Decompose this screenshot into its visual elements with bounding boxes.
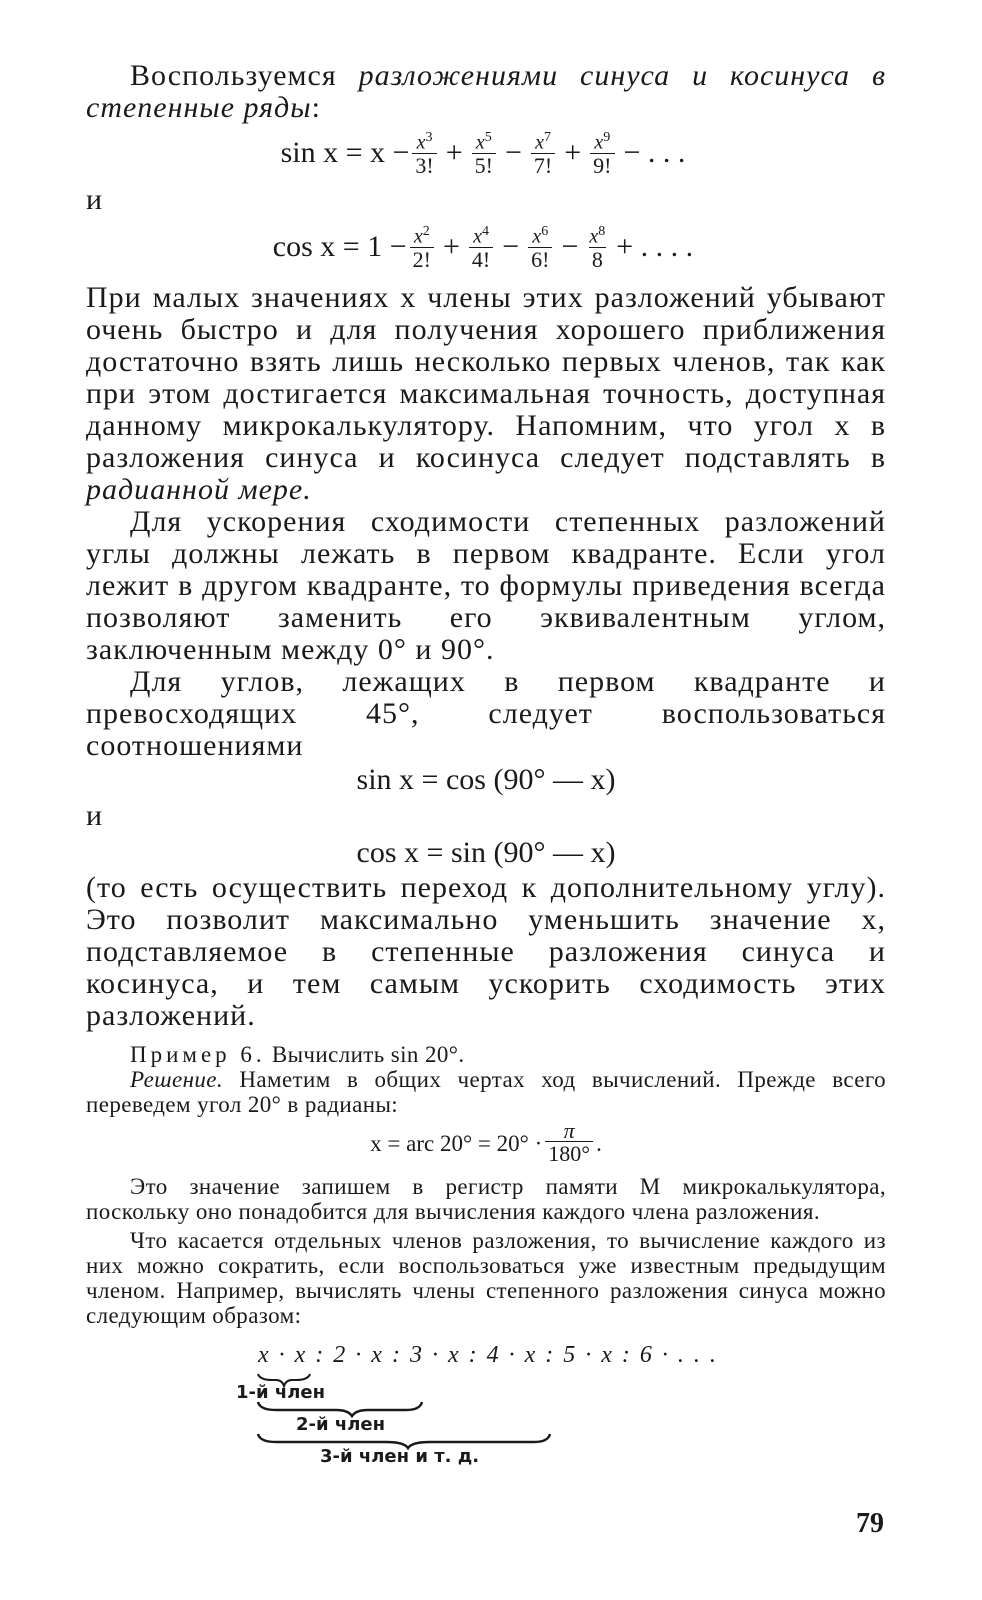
cos-term-2: $\frac{x^4}{4!}$ [469, 222, 493, 272]
paragraph-complementary-angle: (то есть осуществить переход к дополнительному углу). Это позволит максимально уменьшить значение x, подставляемое в степенные разложения синуса и косинуса, и тем самым ускорить сходимость этих разложений. [86, 871, 886, 1032]
sin-op-1: + [445, 136, 463, 169]
pi-over-180: $\frac{\pi}{180^\circ}$ [545, 1121, 593, 1166]
sin-term-1: $\frac{x^3}{3!}$ [412, 128, 436, 178]
cos-op-4: + . . . . [616, 230, 694, 263]
cos-op-1: + [442, 230, 460, 263]
paragraph-small-values [86, 282, 886, 506]
scheme-label-1: 1-й член [236, 1382, 326, 1403]
sin-op-3: + [564, 136, 582, 169]
sin-op-4: − . . . [623, 136, 686, 169]
radian-formula [86, 1118, 886, 1166]
example-text: Вычислить sin 20°. [265, 1042, 465, 1067]
scheme-label-3: 3-й член и т. д. [320, 1446, 480, 1467]
paragraph-first-quadrant: Для углов, лежащих в первом квадранте и превосходящих 45°, следует воспользоваться соотношениями [86, 665, 886, 762]
identity-cos-sin: cos x = sin (90° — x) [356, 836, 616, 869]
radian-formula-tail: . [596, 1130, 602, 1156]
cos-term-4: $\frac{x^8}{8}$ [589, 224, 606, 272]
term-scheme [86, 1342, 886, 1482]
cos-op-3: − [561, 230, 579, 263]
cos-series-lhs: cos x = 1 − [272, 230, 407, 263]
conjunction-and-1: и [86, 183, 103, 216]
cos-term-1: $\frac{x^2}{2!}$ [410, 222, 434, 272]
intro-tail: : [311, 91, 321, 124]
paragraph-memory-register: Это значение запишем в регистр памяти М микрокалькулятора, поскольку оно понадобится для вычисления каждого члена разложения. [86, 1174, 886, 1224]
example-heading [86, 1042, 886, 1067]
cos-series-formula [86, 218, 886, 276]
scheme-braces [86, 1342, 886, 1482]
sin-term-2: $\frac{x^5}{5!}$ [472, 128, 496, 178]
solution-label: Решение. [130, 1067, 224, 1092]
paragraph-convergence: Для ускорения сходимости степенных разложений углы должны лежать в первом квадранте. Если угол лежит в другом квадранте, то формулы приведения всегда позволяют заменить его эквивалентным углом, заключенным между 0° и 90°. [86, 505, 886, 666]
para1-text: При малых значениях x члены этих разложений убывают очень быстро и для получения хорошего приближения достаточно взять лишь несколько первых членов, так как при этом достигается максимальная точность, доступная данному микрокалькулятору. Напомним, что угол x в разложения синуса и косинуса следует подставлять в [86, 281, 886, 474]
sin-term-3: $\frac{x^7}{7!}$ [531, 128, 555, 178]
page-content [86, 60, 886, 1482]
para1-emphasis: радианной мере. [86, 473, 312, 506]
intro-lead: Воспользуемся [130, 59, 359, 92]
sin-series-formula [86, 124, 886, 182]
page-number: 79 [856, 1508, 884, 1539]
scheme-sequence: x · x : 2 · x : 3 · x : 4 · x : 5 · x : 6 · . . . [258, 1342, 718, 1368]
identity-sin-cos: sin x = cos (90° — x) [356, 763, 616, 796]
cos-op-2: − [502, 230, 520, 263]
scheme-label-2: 2-й член [296, 1414, 386, 1435]
intro-emphasis: разложениями синуса и косинуса в степенные ряды [86, 59, 886, 124]
solution-paragraph [86, 1067, 886, 1117]
paragraph-term-calculation: Что касается отдельных членов разложения, то вычисление каждого из них можно сократить, если воспользоваться уже известным предыдущим членом. Например, вычислять члены степенного разложения синуса можно следующим образом: [86, 1228, 886, 1328]
cos-term-3: $\frac{x^6}{6!}$ [528, 222, 552, 272]
solution-text: Наметим в общих чертах ход вычислений. Прежде всего переведем угол 20° в радианы: [86, 1067, 886, 1117]
sin-op-2: − [505, 136, 522, 169]
sin-term-4: $\frac{x^9}{9!}$ [590, 128, 614, 178]
conjunction-and-2: и [86, 799, 103, 832]
radian-formula-lhs: x = arc 20° = 20° · [370, 1130, 543, 1156]
intro-paragraph [86, 60, 886, 124]
example-label: Пример 6. [130, 1042, 266, 1067]
sin-series-lhs: sin x = x − [280, 136, 410, 169]
